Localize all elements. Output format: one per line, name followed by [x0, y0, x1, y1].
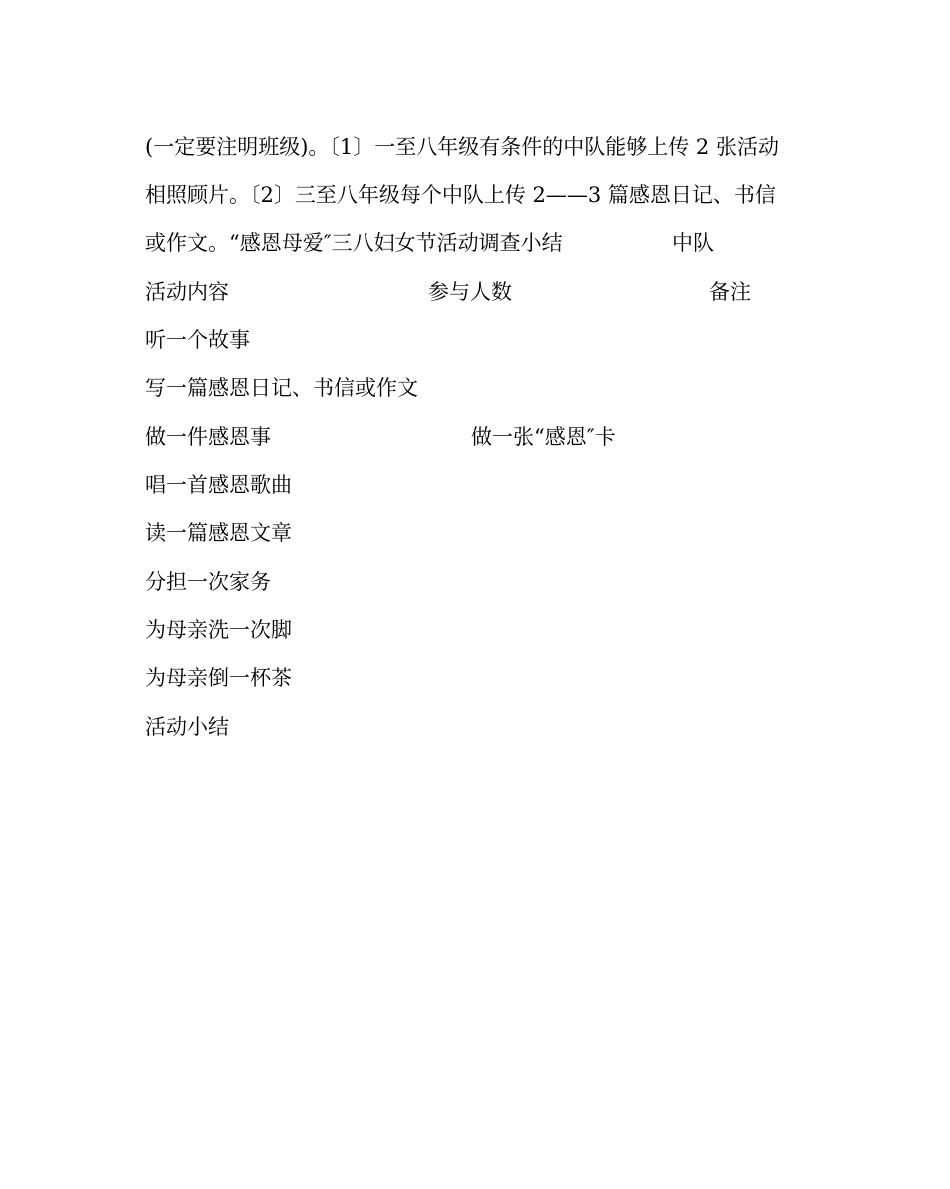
table-row: 分担一次家务	[145, 570, 271, 594]
table-header-row	[145, 278, 751, 306]
header-participants: 参与人数	[428, 280, 512, 304]
table-cell: 做一件感恩事	[145, 425, 271, 449]
table-row	[145, 423, 616, 451]
table-row: 活动小结	[145, 715, 229, 739]
survey-title-text: 或作文。“感恩母爱″三八妇女节活动调查小结	[145, 231, 563, 255]
header-remarks: 备注	[709, 280, 751, 304]
header-activity: 活动内容	[145, 280, 229, 304]
table-row: 为母亲倒一杯茶	[145, 666, 292, 690]
table-row: 为母亲洗一次脚	[145, 618, 292, 642]
table-row: 听一个故事	[145, 328, 250, 352]
intro-line-2: 相照顾片。〔2〕三至八年级每个中队上传 2——3 篇感恩日记、书信	[145, 183, 776, 207]
intro-line-3	[145, 229, 714, 257]
table-row: 读一篇感恩文章	[145, 521, 292, 545]
table-row: 唱一首感恩歌曲	[145, 473, 292, 497]
table-cell: 做一张“感恩″卡	[471, 425, 616, 449]
squad-label: 中队	[672, 231, 714, 255]
table-row: 写一篇感恩日记、书信或作文	[145, 376, 418, 400]
intro-line-1: (一定要注明班级)。〔1〕一至八年级有条件的中队能够上传 2 张活动	[145, 135, 779, 159]
